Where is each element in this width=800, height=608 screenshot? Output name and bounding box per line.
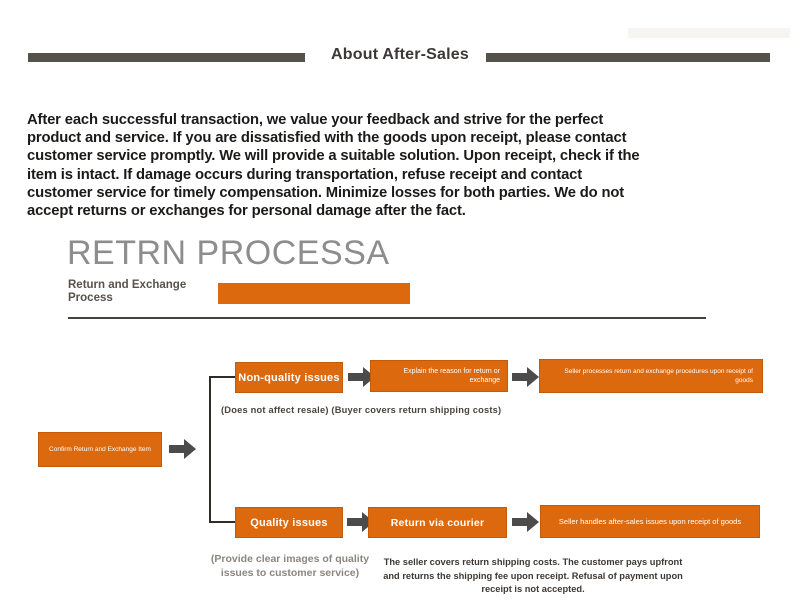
page-title: About After-Sales [331, 46, 469, 63]
intro-line: product and service. If you are dissatisfied with the goods upon receipt, please contact [27, 130, 627, 147]
flow-step-seller-handles: Seller handles after-sales issues upon receipt of goods [540, 505, 760, 538]
section-subtitle: Return and Exchange Process [68, 279, 187, 304]
flow-step-explain-reason: Explain the reason for return or exchange [370, 360, 508, 392]
flow-step-confirm-item: Confirm Return and Exchange Item [38, 432, 162, 467]
arrow-right-icon [511, 512, 540, 532]
intro-paragraph [27, 111, 640, 220]
intro-line: customer service promptly. We will provide a suitable solution. Upon receipt, check if the [27, 148, 640, 165]
note-top-branch: (Does not affect resale) (Buyer covers return shipping costs) [221, 405, 502, 415]
faint-watermark [628, 28, 790, 38]
intro-line: item is intact. If damage occurs during transportation, refuse receipt and contact [27, 166, 583, 183]
branch-connector-vertical [209, 377, 211, 523]
section-title: RETRN PROCESSA [67, 234, 390, 272]
intro-line: After each successful transaction, we value your feedback and strive for the perfect [27, 112, 604, 128]
branch-connector-bottom [209, 521, 236, 523]
flow-step-return-via-courier: Return via courier [368, 507, 507, 538]
divider-line [68, 317, 706, 319]
arrow-right-icon [168, 439, 197, 459]
note-quality-images: (Provide clear images of quality issues to customer service) [210, 553, 370, 579]
flow-step-seller-processes: Seller processes return and exchange procedures upon receipt of goods [539, 359, 763, 393]
accent-bar [218, 283, 410, 304]
intro-line: customer service for timely compensation. Minimize losses for both parties. We do not [27, 184, 625, 201]
branch-connector-top [209, 376, 236, 378]
note-shipping-costs: The seller covers return shipping costs. The customer pays upfront and returns the shipping fee upon receipt. Refusal of payment upon receipt is not accepted. [383, 557, 683, 594]
flow-step-non-quality-issues: Non-quality issues [235, 362, 343, 393]
arrow-right-icon [511, 367, 540, 387]
intro-line: accept returns or exchanges for personal damage after the fact. [27, 203, 466, 220]
flow-step-quality-issues: Quality issues [235, 507, 343, 538]
